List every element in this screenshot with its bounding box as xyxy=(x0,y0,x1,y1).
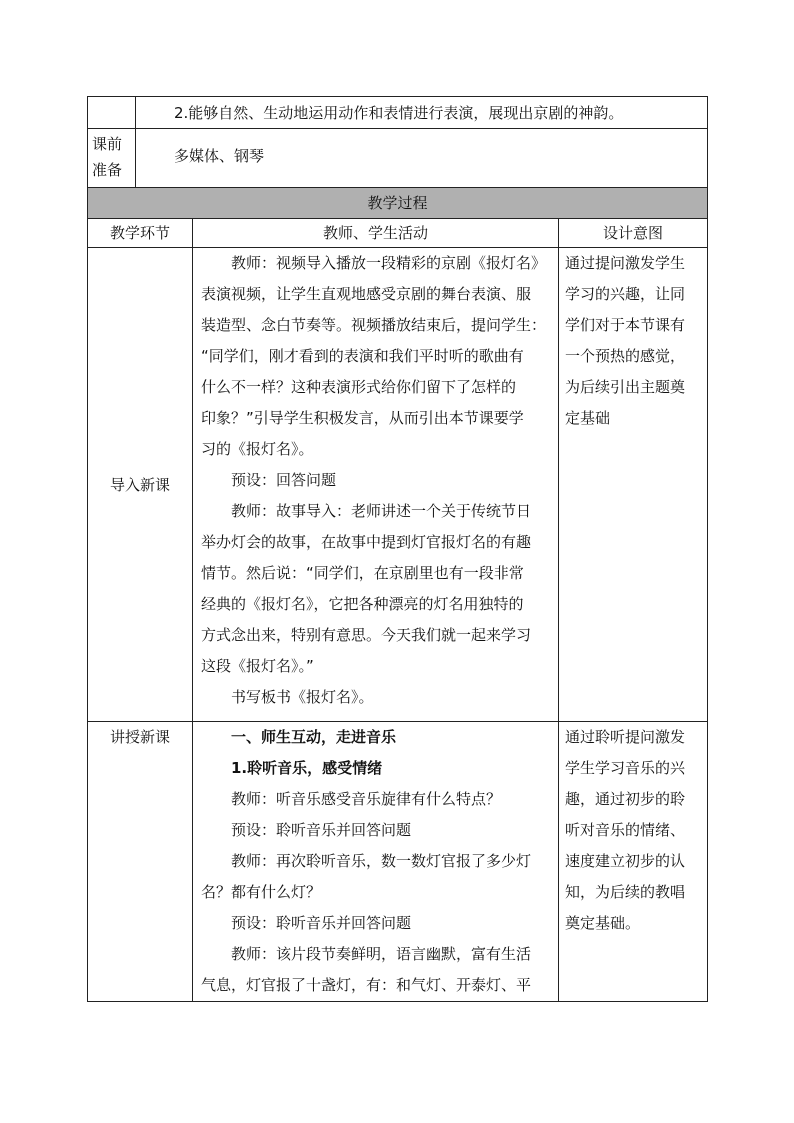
intro-line: 印象？”引导学生积极发言，从而引出本节课要学 xyxy=(201,409,524,427)
new-lesson-line: 气息，灯官报了十盏灯，有：和气灯、开泰灯、平 xyxy=(201,976,532,994)
process-title: 教学过程 xyxy=(88,188,708,219)
goal-prep-table xyxy=(87,96,708,188)
new-lesson-intent-line: 速度建立初步的认 xyxy=(565,852,686,870)
new-lesson-line: 教师：该片段节奏鲜明，语言幽默，富有生活 xyxy=(231,945,532,963)
intro-line: 教师：视频导入播放一段精彩的京剧《报灯名》 xyxy=(231,254,547,272)
new-lesson-intent-line: 学生学习音乐的兴 xyxy=(565,759,686,777)
new-lesson-line: 1.聆听音乐，感受情绪 xyxy=(231,759,383,777)
intro-line: 情节。然后说：“同学们，在京剧里也有一段非常 xyxy=(201,564,524,582)
intro-intent-line: 一个预热的感觉， xyxy=(565,347,686,365)
intro-line: 经典的《报灯名》，它把各种漂亮的灯名用独特的 xyxy=(201,595,524,613)
intro-line: 装造型、念白节奏等。视频播放结束后，提问学生： xyxy=(201,316,547,334)
new-lesson-line: 教师：听音乐感受音乐旋律有什么特点？ xyxy=(231,790,502,808)
preparation-label-line1: 课前 xyxy=(92,135,123,153)
intro-line: 书写板书《报灯名》。 xyxy=(231,688,374,706)
new-lesson-intent-line: 奠定基础。 xyxy=(565,914,641,932)
goal-label-cell xyxy=(88,97,136,129)
header-intent: 设计意图 xyxy=(559,219,708,248)
header-phase: 教学环节 xyxy=(88,219,193,248)
new-lesson-line: 预设：聆听音乐并回答问题 xyxy=(231,821,412,839)
intro-intent-line: 通过提问激发学生 xyxy=(565,254,686,272)
new-lesson-phase: 讲授新课 xyxy=(88,722,193,1002)
new-lesson-intent-line: 听对音乐的情绪、 xyxy=(565,821,686,839)
intro-line: 这段《报灯名》。” xyxy=(201,657,314,675)
intro-line: 方式念出来，特别有意思。今天我们就一起来学习 xyxy=(201,626,532,644)
lesson-plan-table-frame xyxy=(87,96,707,1002)
intro-intent-line: 学们对于本节课有 xyxy=(565,316,686,334)
process-header-row xyxy=(88,219,708,248)
intro-intent xyxy=(559,248,708,722)
header-activity: 教师、学生活动 xyxy=(193,219,559,248)
intro-line: 预设：回答问题 xyxy=(231,471,337,489)
intro-activity xyxy=(193,248,559,722)
new-lesson-line: 预设：聆听音乐并回答问题 xyxy=(231,914,412,932)
process-table xyxy=(87,187,708,1002)
intro-line: 教师：故事导入：老师讲述一个关于传统节日 xyxy=(231,502,532,520)
new-lesson-line: 教师：再次聆听音乐，数一数灯官报了多少灯 xyxy=(231,852,532,870)
intro-line: 什么不一样？这种表演形式给你们留下了怎样的 xyxy=(201,378,517,396)
new-lesson-intent-line: 通过聆听提问激发 xyxy=(565,728,686,746)
preparation-label xyxy=(88,129,136,188)
intro-line: 表演视频，让学生直观地感受京剧的舞台表演、服 xyxy=(201,285,532,303)
intro-intent-line: 学习的兴趣，让同 xyxy=(565,285,686,303)
intro-line: 举办灯会的故事，在故事中提到灯官报灯名的有趣 xyxy=(201,533,532,551)
intro-phase: 导入新课 xyxy=(88,248,193,722)
intro-line: 习的《报灯名》。 xyxy=(201,440,314,458)
new-lesson-line: 一、师生互动，走进音乐 xyxy=(231,728,397,746)
goal-text: 2.能够自然、生动地运用动作和表情进行表演，展现出京剧的神韵。 xyxy=(136,97,708,129)
goal-row xyxy=(88,97,708,129)
preparation-row xyxy=(88,129,708,188)
new-lesson-line: 名？都有什么灯？ xyxy=(201,883,322,901)
intro-intent-line: 定基础 xyxy=(565,409,611,427)
intro-line: “同学们，刚才看到的表演和我们平时听的歌曲有 xyxy=(201,347,524,365)
preparation-value: 多媒体、钢琴 xyxy=(136,129,708,188)
new-lesson-activity xyxy=(193,722,559,1002)
new-lesson-intent-line: 趣，通过初步的聆 xyxy=(565,790,686,808)
process-title-row xyxy=(88,188,708,219)
intro-row xyxy=(88,248,708,722)
intro-intent-line: 为后续引出主题奠 xyxy=(565,378,686,396)
new-lesson-intent-line: 知，为后续的教唱 xyxy=(565,883,686,901)
new-lesson-intent xyxy=(559,722,708,1002)
new-lesson-row xyxy=(88,722,708,1002)
preparation-label-line2: 准备 xyxy=(92,161,123,179)
